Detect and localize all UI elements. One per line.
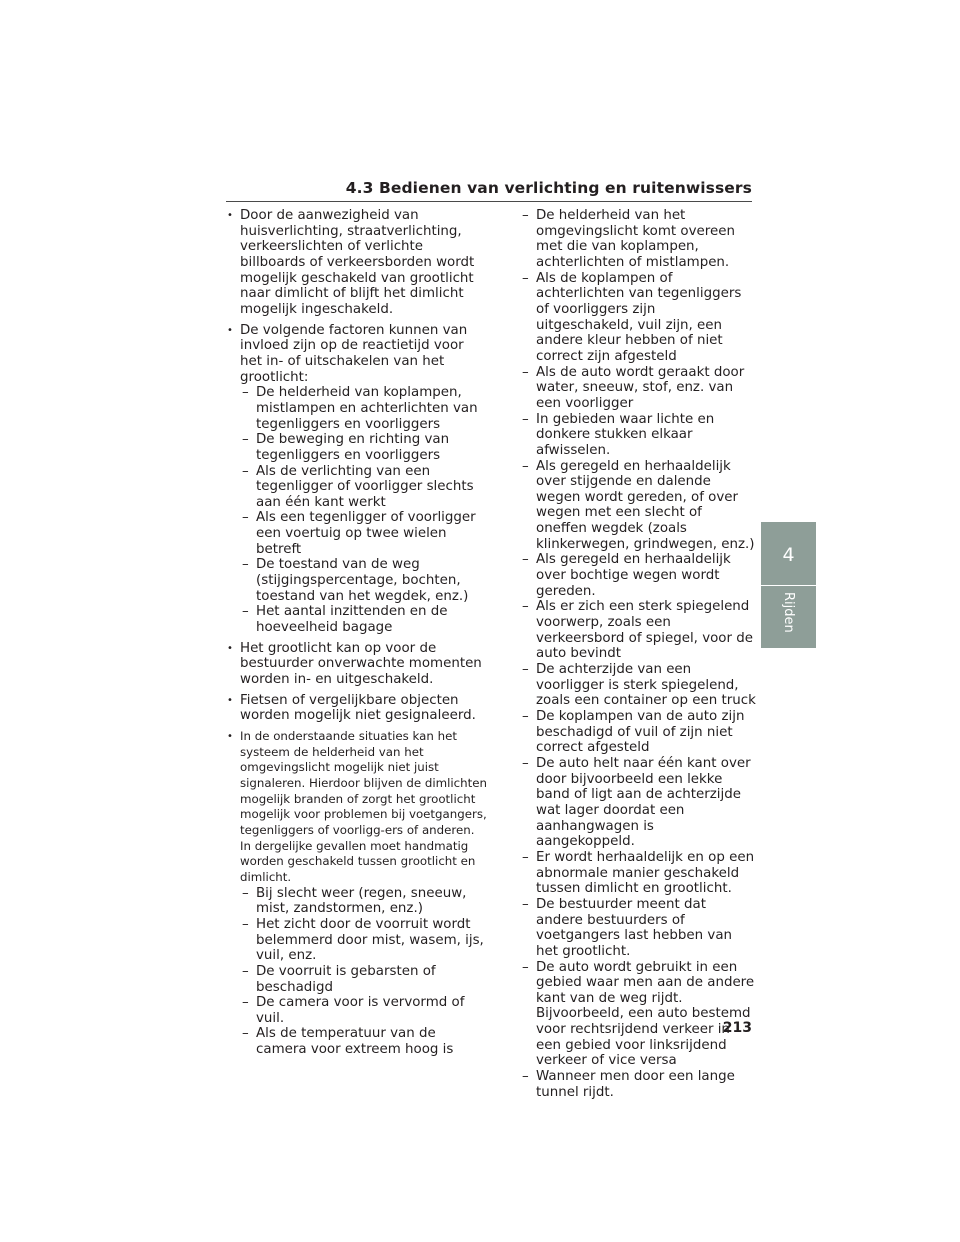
dash-item: – Als de auto wordt geraakt door water, sneeuw, stof, enz. van een voorligger [522,364,745,411]
bullet-text: Fietsen of vergelijkbare objecten worden mogelijk niet gesignaleerd. [240,692,476,724]
bullet-item [226,641,488,688]
dash-item: – In gebieden waar lichte en donkere stukken elkaar afwisselen. [522,411,715,458]
dash-item: – Er wordt herhaaldelijk en op een abnormale manier geschakeld tussen dimlicht en grootlicht. [522,849,755,897]
right-column [522,208,756,1100]
bullet-item [226,729,488,886]
dash-item: – De camera voor is vervormd of vuil. [242,995,465,1026]
dash-item: – Als de verlichting van een tegenligger of voorligger slechts aan één kant werkt [242,463,474,510]
dash-item: – Wanneer men door een lange tunnel rijdt. [522,1069,735,1100]
dash-item: – De helderheid van koplampen, mistlampen en achterlichten van tegenliggers en voorliggers [242,385,478,432]
dash-item: – Als een tegenligger of voorligger een voertuig op twee wielen betreft [242,510,476,557]
sub-list [226,385,488,636]
page-number: 213 [722,1020,752,1036]
header-rule [226,201,752,202]
sub-list [226,886,488,1058]
bullet-item [226,208,488,318]
dash-item: – De helderheid van het omgevingslicht komt overeen met die van koplampen, achterlichten of mistlampen. [522,208,735,270]
bullet-item [226,323,488,386]
dash-item: – De voorruit is gebarsten of beschadigd [242,963,436,995]
dash-item: – Als de koplampen of achterlichten van tegenliggers of voorliggers zijn uitgeschakeld, vuil zijn, een andere kleur hebben of niet correct zijn afgesteld [522,270,742,364]
dash-item: – De beweging en richting van tegenliggers en voorliggers [242,432,450,463]
dash-item: – Als er zich een sterk spiegelend voorwerp, zoals een verkeersbord of spiegel, voor de auto bevindt [522,599,754,662]
dash-item: – De achterzijde van een voorligger is sterk spiegelend, zoals een container op een truck [522,662,756,709]
dash-item: – Als geregeld en herhaaldelijk over bochtige wegen wordt gereden. [522,552,731,599]
dash-item: – Het zicht door de voorruit wordt belemmerd door mist, wasem, ijs, vuil, enz. [242,916,484,964]
dash-item: – Als de temperatuur van de camera voor extreem hoog is [242,1026,454,1058]
dash-item: – De bestuurder meent dat andere bestuurders of voetgangers last hebben van het grootlicht. [522,896,733,959]
bullet-text: De volgende factoren kunnen van invloed zijn op de reactietijd voor het in- of uitschakelen van het grootlicht: [240,322,468,385]
dash-item: – De auto helt naar één kant over door bijvoorbeeld een lekke band of ligt aan de achterzijde wat lager doordat een aanhangwagen is aangekoppeld. [522,755,751,850]
left-column [226,208,488,1058]
dash-item: – De auto wordt gebruikt in een gebied waar men aan de andere kant van de weg rijdt. Bijvoorbeeld, een auto bestemd voor rechtsrijdend verkeer in een gebied voor linksrijdend verkeer of vice versa [522,959,755,1069]
bullet-text: Door de aanwezigheid van huisverlichting, straatverlichting, verkeerslichten of verlichte billboards of verkeersborden wordt mogelijk geschakeld van grootlicht naar dimlicht of blijft het dimlicht mogelijk ingeschakeld. [240,208,475,317]
section-header: 4.3 Bedienen van verlichting en ruitenwissers [345,179,752,197]
bullet-text: Het grootlicht kan op voor de bestuurder onverwachte momenten worden in- en uitgeschakeld. [240,640,482,688]
bullet-item [226,693,488,724]
dash-item: – De koplampen van de auto zijn beschadigd of vuil of zijn niet correct afgesteld [522,709,745,756]
dash-item: – Als geregeld en herhaaldelijk over stijgende en dalende wegen wordt gereden, of over wegen met een slecht of oneffen wegdek (zoals klinkerwegen, grindwegen, enz.) [522,458,755,552]
dash-item: – Bij slecht weer (regen, sneeuw, mist, zandstormen, enz.) [242,885,467,917]
dash-item: – Het aantal inzittenden en de hoeveelheid bagage [242,604,448,636]
chapter-number: 4 [782,544,795,566]
bullet-text: In de onderstaande situaties kan het systeem de helderheid van het omgevingslicht mogelijk niet juist signaleren. Hierdoor blijven de dimlichten mogelijk branden of zorgt het grootlicht mogelijk voor problemen bij voetgangers, tegenliggers of voorligg-ers of anderen. In dergelijke gevallen moet handmatig worden geschakeld tussen grootlicht en dimlicht. [240,729,487,884]
dash-item: – De toestand van de weg (stijgingspercentage, bochten, toestand van het wegdek, enz.) [242,557,469,604]
chapter-label: Rijden [781,592,796,633]
